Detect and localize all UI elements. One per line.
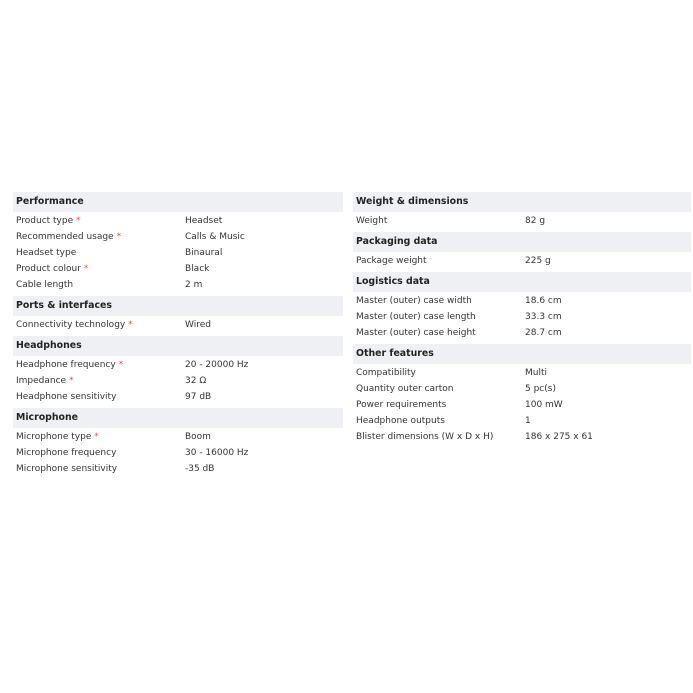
spec-section-ports-interfaces: [13, 296, 343, 333]
spec-section-weight-dimensions: [353, 192, 691, 229]
spec-label: [13, 373, 185, 389]
spec-label-text: Headphone frequency: [16, 360, 116, 370]
spec-value: Binaural: [185, 248, 223, 258]
spec-label-text: Recommended usage: [16, 232, 114, 242]
spec-section-performance: [13, 192, 343, 293]
spec-label: [13, 357, 185, 373]
spec-label-text: Product colour: [16, 264, 81, 274]
spec-value: 97 dB: [185, 392, 212, 402]
spec-label-text: Headset type: [16, 248, 77, 258]
spec-row: [13, 317, 343, 333]
spec-row: [353, 309, 691, 325]
spec-label: [353, 213, 525, 229]
spec-row: [353, 253, 691, 269]
spec-row: [13, 277, 343, 293]
spec-label: [13, 445, 185, 461]
spec-label: [353, 429, 525, 445]
spec-value: 28.7 cm: [525, 328, 562, 338]
spec-row: [13, 445, 343, 461]
required-marker: *: [116, 232, 122, 242]
spec-row: [353, 213, 691, 229]
spec-value: Multi: [525, 368, 547, 378]
spec-section-microphone: [13, 408, 343, 477]
spec-label-text: Compatibility: [356, 368, 416, 378]
spec-row: [13, 389, 343, 405]
spec-label: [353, 293, 525, 309]
spec-value: 20 - 20000 Hz: [185, 360, 249, 370]
spec-value: 1: [525, 416, 531, 426]
spec-label-text: Impedance: [16, 376, 67, 386]
spec-label: [13, 389, 185, 405]
spec-row: [13, 245, 343, 261]
required-marker: *: [69, 376, 74, 386]
spec-section-packaging-data: [353, 232, 691, 269]
spec-row: [13, 213, 343, 229]
section-header: Packaging data: [353, 232, 691, 252]
spec-row: [13, 429, 343, 445]
section-header: Performance: [13, 192, 343, 212]
spec-row: [353, 413, 691, 429]
spec-value: 186 x 275 x 61: [525, 432, 593, 442]
spec-label: [13, 429, 185, 445]
spec-label: [13, 261, 185, 277]
required-marker: *: [118, 360, 124, 370]
spec-value: 5 pc(s): [525, 384, 556, 394]
spec-row: [353, 325, 691, 341]
spec-label-text: Master (outer) case height: [356, 328, 476, 338]
spec-section-other-features: [353, 344, 691, 445]
spec-label-text: Master (outer) case width: [356, 296, 472, 306]
section-header: Other features: [353, 344, 691, 364]
spec-label: [353, 365, 525, 381]
spec-value: 30 - 16000 Hz: [185, 448, 249, 458]
spec-value: Wired: [185, 320, 211, 330]
spec-label-text: Master (outer) case length: [356, 312, 476, 322]
spec-row: [13, 461, 343, 477]
spec-label-text: Microphone type: [16, 432, 92, 442]
spec-row: [13, 373, 343, 389]
spec-label: [13, 229, 185, 245]
spec-row: [13, 229, 343, 245]
spec-row: [353, 429, 691, 445]
spec-row: [13, 261, 343, 277]
spec-value: 32 Ω: [185, 376, 207, 386]
spec-label: [13, 277, 185, 293]
spec-value: 225 g: [525, 256, 551, 266]
spec-label-text: Weight: [356, 216, 388, 226]
spec-value: Black: [185, 264, 210, 274]
spec-label-text: Connectivity technology: [16, 320, 126, 330]
spec-value: 18.6 cm: [525, 296, 562, 306]
spec-label: [13, 461, 185, 477]
required-marker: *: [94, 432, 99, 442]
spec-column-right: [353, 192, 691, 448]
required-marker: *: [128, 320, 133, 330]
spec-label-text: Blister dimensions (W x D x H): [356, 432, 494, 442]
spec-label-text: Headphone sensitivity: [16, 392, 117, 402]
spec-label: [353, 381, 525, 397]
spec-value: -35 dB: [185, 464, 215, 474]
spec-label-text: Power requirements: [356, 400, 447, 410]
section-header: Weight & dimensions: [353, 192, 691, 212]
required-marker: *: [83, 264, 89, 274]
spec-label: [13, 317, 185, 333]
section-header: Microphone: [13, 408, 343, 428]
spec-label-text: Headphone outputs: [356, 416, 445, 426]
section-header: Headphones: [13, 336, 343, 356]
spec-label: [353, 413, 525, 429]
spec-label: [353, 325, 525, 341]
spec-label: [353, 397, 525, 413]
spec-label-text: Package weight: [356, 256, 427, 266]
spec-label-text: Product type: [16, 216, 74, 226]
spec-row: [353, 365, 691, 381]
spec-section-headphones: [13, 336, 343, 405]
spec-value: 82 g: [525, 216, 546, 226]
spec-value: Headset: [185, 216, 223, 226]
required-marker: *: [76, 216, 81, 226]
spec-section-logistics-data: [353, 272, 691, 341]
spec-label: [353, 309, 525, 325]
spec-row: [353, 293, 691, 309]
spec-value: 2 m: [185, 280, 203, 290]
spec-label-text: Cable length: [16, 280, 74, 290]
spec-label: [13, 245, 185, 261]
spec-row: [353, 397, 691, 413]
section-header: Ports & interfaces: [13, 296, 343, 316]
spec-value: 33.3 cm: [525, 312, 562, 322]
spec-value: 100 mW: [525, 400, 563, 410]
spec-column-left: [13, 192, 343, 480]
spec-label-text: Microphone sensitivity: [16, 464, 118, 474]
spec-value: Calls & Music: [185, 232, 245, 242]
spec-row: [13, 357, 343, 373]
spec-row: [353, 381, 691, 397]
section-header: Logistics data: [353, 272, 691, 292]
spec-label: [353, 253, 525, 269]
spec-label-text: Quantity outer carton: [356, 384, 454, 394]
spec-label: [13, 213, 185, 229]
spec-label-text: Microphone frequency: [16, 448, 117, 458]
spec-value: Boom: [185, 432, 211, 442]
